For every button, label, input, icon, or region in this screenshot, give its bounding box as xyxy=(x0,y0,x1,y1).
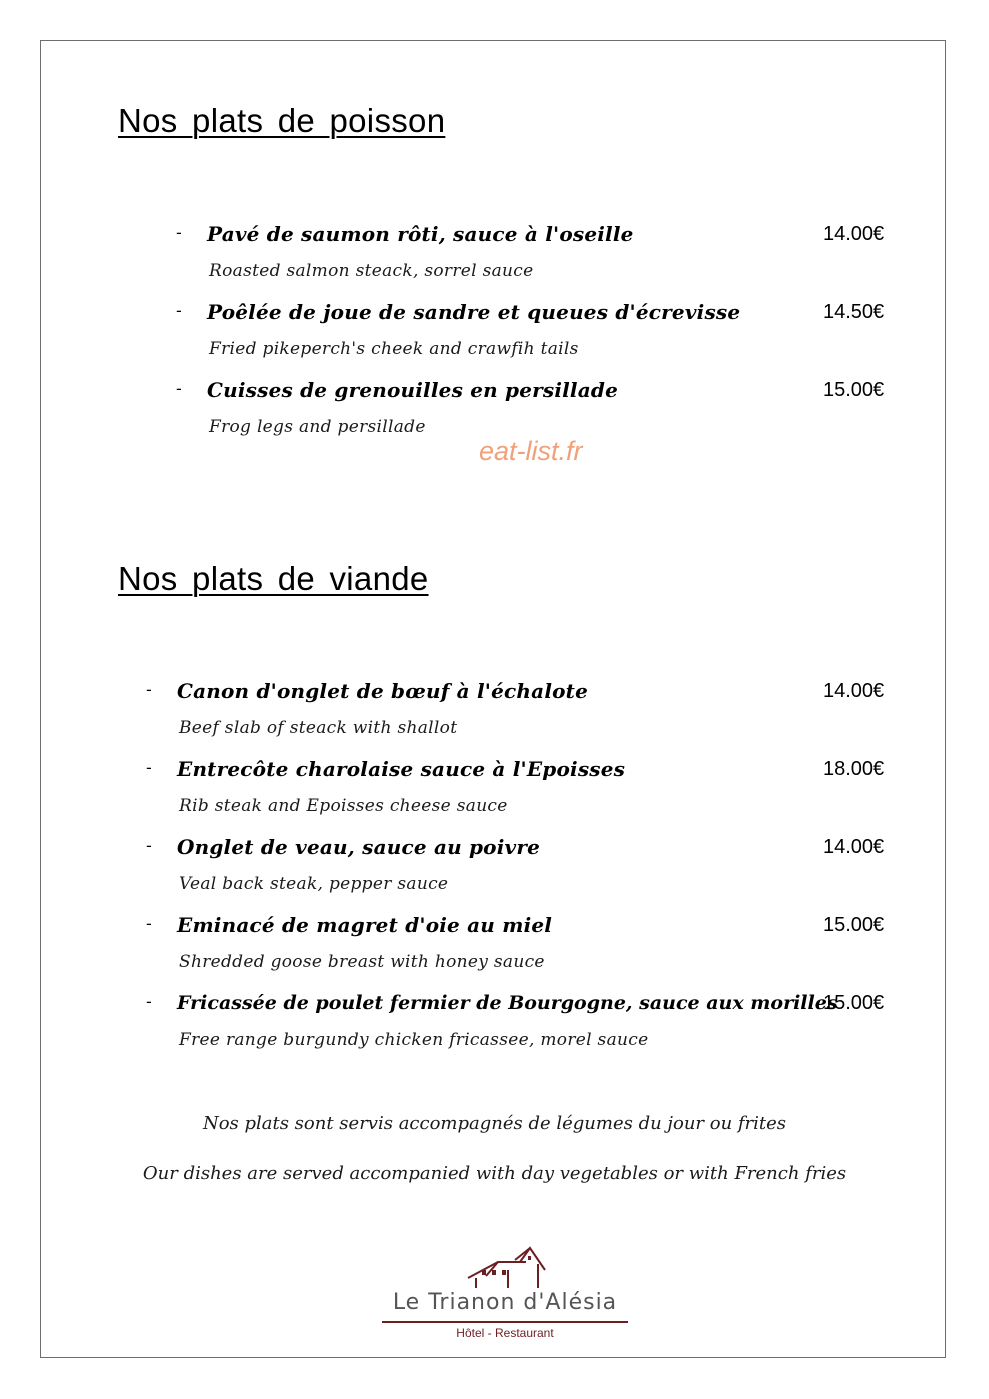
item-description: Rib steak and Epoisses cheese sauce xyxy=(179,796,508,816)
item-bullet: - xyxy=(146,836,152,855)
item-price: 15.00€ xyxy=(823,379,885,401)
item-description: Shredded goose breast with honey sauce xyxy=(179,952,545,972)
logo-subtitle: Hôtel - Restaurant xyxy=(456,1326,554,1340)
item-price: 18.00€ xyxy=(823,758,885,780)
item-name: Cuisses de grenouilles en persillade xyxy=(207,378,618,402)
item-price: 14.00€ xyxy=(823,680,885,702)
restaurant-logo xyxy=(380,1240,630,1350)
item-bullet: - xyxy=(146,758,152,777)
item-price: 14.50€ xyxy=(823,301,885,323)
item-bullet: - xyxy=(146,992,152,1011)
item-name: Pavé de saumon rôti, sauce à l'oseille xyxy=(207,222,634,246)
section-title-viande: Nos plats de viande xyxy=(118,560,429,597)
item-price: 15.00€ xyxy=(823,914,885,936)
item-name: Onglet de veau, sauce au poivre xyxy=(177,835,541,859)
item-description: Veal back steak, pepper sauce xyxy=(179,874,449,894)
house-roof-icon xyxy=(380,1240,630,1295)
item-description: Free range burgundy chicken fricassee, morel sauce xyxy=(179,1030,649,1050)
watermark: eat-list.fr xyxy=(479,436,583,466)
item-bullet: - xyxy=(176,301,182,320)
logo-divider xyxy=(382,1321,628,1323)
item-name: Canon d'onglet de bœuf à l'échalote xyxy=(177,679,589,703)
note-english: Our dishes are served accompanied with day vegetables or with French fries xyxy=(142,1163,847,1184)
item-bullet: - xyxy=(146,680,152,699)
item-price: 15.00€ xyxy=(823,992,885,1014)
section-title-poisson: Nos plats de poisson xyxy=(118,102,446,139)
item-name: Eminacé de magret d'oie au miel xyxy=(177,913,553,937)
item-name: Poêlée de joue de sandre et queues d'écrevisse xyxy=(207,300,741,324)
item-description: Frog legs and persillade xyxy=(209,417,426,437)
item-description: Beef slab of steack with shallot xyxy=(179,718,458,738)
item-description: Roasted salmon steack, sorrel sauce xyxy=(209,261,534,281)
item-bullet: - xyxy=(176,223,182,242)
logo-name: Le Trianon d'Alésia xyxy=(392,1290,618,1315)
item-name: Entrecôte charolaise sauce à l'Epoisses xyxy=(177,757,626,781)
item-description: Fried pikeperch's cheek and crawfih tails xyxy=(209,339,579,359)
item-price: 14.00€ xyxy=(823,836,885,858)
item-price: 14.00€ xyxy=(823,223,885,245)
item-bullet: - xyxy=(176,379,182,398)
item-name: Fricassée de poulet fermier de Bourgogne, sauce aux morilles xyxy=(177,992,838,1014)
item-bullet: - xyxy=(146,914,152,933)
note-french: Nos plats sont servis accompagnés de légumes du jour ou frites xyxy=(202,1113,787,1134)
